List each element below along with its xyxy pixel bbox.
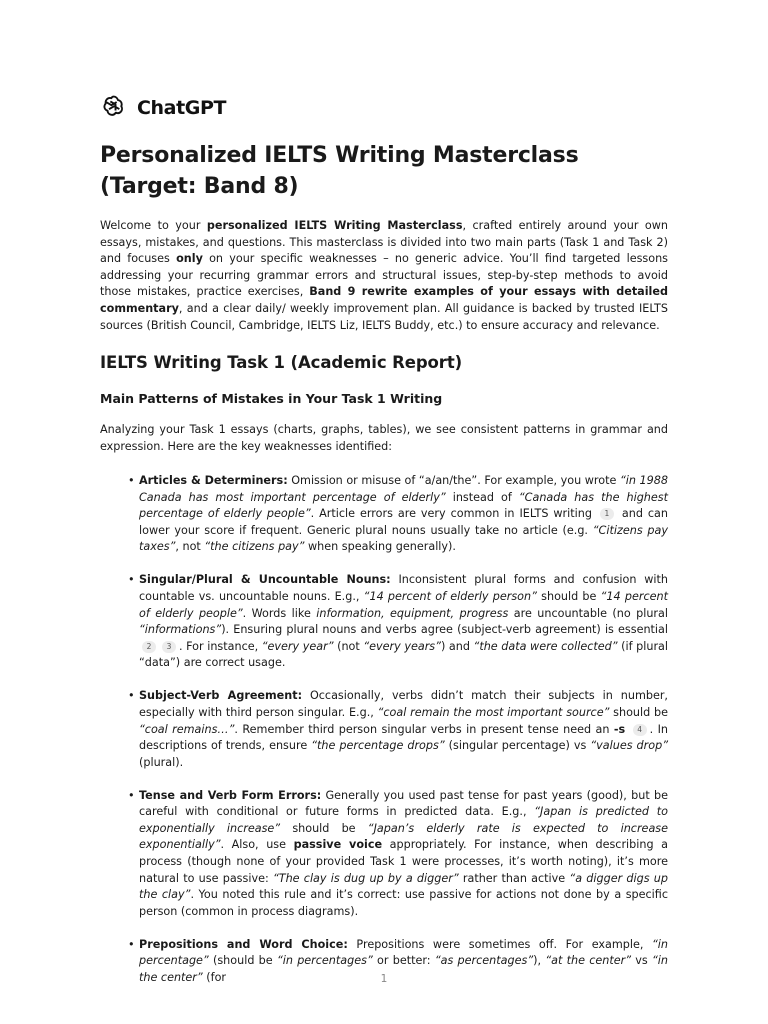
bullet-marker: • — [128, 788, 135, 802]
example-quote: “14 percent of elderly people” — [139, 589, 668, 620]
bold-text: -s — [613, 722, 626, 736]
mistake-list-item — [128, 473, 668, 556]
example-quote: “coal remains…” — [139, 722, 235, 736]
text-run: (for — [202, 971, 227, 984]
text-run: (plural). — [139, 755, 184, 769]
text-run: (singular percentage) vs — [444, 739, 591, 753]
bold-text: Tense and Verb Form Errors: — [139, 788, 322, 802]
text-run: (if plural “data”) are correct usage. — [139, 639, 669, 670]
bold-text: passive voice — [293, 838, 383, 852]
text-run: , not — [175, 540, 205, 554]
text-run: . Remember third person singular verbs in present tense need an — [234, 722, 614, 736]
mistake-list-item — [128, 572, 668, 672]
text-run: on your specific weaknesses – no generic advice. You’ll find targeted lessons addressing your recurring grammar errors and structural issues, step-by-step methods to avoid those mistakes, practice exercises, — [100, 252, 668, 299]
text-run: . Article errors are very common in IELTS writing — [310, 507, 597, 521]
analysis-paragraph: Analyzing your Task 1 essays (charts, graphs, tables), we see consistent patterns in grammar and expression. Here are the key weaknesses identified: — [100, 423, 668, 453]
text-run: . Also, use — [220, 838, 294, 852]
example-quote: “Japan is predicted to exponentially increase” — [139, 805, 668, 835]
text-run: Inconsistent plural forms and confusion with countable vs. uncountable nouns. E.g., — [139, 573, 668, 603]
citation-badge[interactable]: 3 — [162, 641, 176, 653]
text-run: are uncountable (no plural — [508, 606, 668, 620]
text-run: ), — [533, 954, 546, 968]
mistake-list-item — [128, 788, 668, 921]
example-quote: information, equipment, progress — [316, 606, 509, 620]
text-run: should be — [609, 705, 668, 719]
text-run: . In descriptions of trends, ensure — [139, 722, 669, 753]
text-run — [625, 723, 629, 736]
bold-text: Band 9 rewrite examples of your essays with detailed commentary — [100, 285, 668, 315]
example-quote: “the percentage drops” — [311, 739, 445, 753]
text-run: ). Ensuring plural nouns and verbs agree (subject-verb agreement) is essential — [221, 623, 668, 637]
section-heading: IELTS Writing Task 1 (Academic Report) — [100, 353, 463, 372]
example-quote: “in percentages” — [276, 954, 373, 968]
text-run: Welcome to your — [100, 219, 207, 232]
example-quote: “every years” — [363, 639, 441, 653]
text-run: Omission or misuse of “a/an/the”. For example, you wrote — [287, 474, 620, 487]
example-quote: “the data were collected” — [473, 639, 618, 653]
brand-name: ChatGPT — [137, 97, 227, 119]
example-quote: “in 1988 Canada has most important percentage of elderly” — [139, 474, 669, 504]
mistake-list-item — [128, 688, 668, 771]
text-run: (should be — [208, 954, 277, 968]
bullet-marker: • — [128, 937, 135, 951]
example-quote: “in the center” — [139, 954, 668, 984]
intro-paragraph — [100, 218, 668, 334]
subsection-heading: Main Patterns of Mistakes in Your Task 1 Writing — [100, 391, 443, 406]
brand-logo — [100, 94, 226, 122]
text-run: Generally you used past tense for past years (good), but be careful with conditional or future forms in predicted data. E.g., — [139, 788, 668, 819]
example-quote: “every year” — [261, 639, 334, 653]
bullet-marker: • — [128, 474, 135, 487]
text-run: and can lower your score if frequent. Generic plural nouns usually take no article (e.g. — [139, 507, 668, 537]
bullet-marker: • — [128, 689, 135, 703]
example-quote: “in percentage” — [139, 937, 668, 968]
example-quote: “the citizens pay” — [204, 540, 305, 554]
example-quote: “coal remain the most important source” — [377, 705, 610, 719]
bold-text: only — [176, 252, 203, 266]
example-quote: “at the center” — [545, 954, 632, 968]
text-run: should be — [536, 589, 601, 603]
text-run: appropriately. For instance, when describing a process (though none of your provided Task 1 were processes, it’s worth noting), it’s more natural to use passive: — [139, 838, 668, 885]
text-run: when speaking generally). — [304, 540, 456, 554]
text-run: . You noted this rule and it’s correct: use passive for actions not done by a specific person (common in process diagrams). — [139, 888, 668, 918]
text-run: should be — [280, 821, 368, 835]
example-quote: “14 percent of elderly person” — [363, 589, 537, 603]
text-run: instead of — [445, 490, 519, 504]
openai-logo-icon — [100, 93, 127, 124]
text-run: or better: — [372, 954, 435, 968]
citation-badge[interactable]: 2 — [142, 641, 156, 653]
text-run: , crafted entirely around your own essays, mistakes, and questions. This masterclass is divided into two main parts (Task 1 and Task 2) and focuses — [100, 219, 668, 266]
example-quote: “as percentages” — [434, 954, 534, 968]
text-run: , and a clear daily/ weekly improvement plan. All guidance is backed by trusted IELTS sources (British Council, Cambridge, IELTS Liz, IELTS Buddy, etc.) to ensure accuracy and relevance. — [100, 301, 668, 332]
example-quote: “informations” — [139, 623, 222, 637]
bold-text: Articles & Determiners: — [139, 474, 288, 487]
example-quote: “a digger digs up the clay” — [139, 871, 668, 902]
text-run: Occasionally, verbs didn’t match their subjects in number, especially with third person singular. E.g., — [139, 689, 668, 719]
bold-text: Singular/Plural & Uncountable Nouns: — [139, 573, 391, 587]
mistake-list — [128, 473, 668, 1003]
text-run: (not — [333, 639, 364, 653]
citation-badge[interactable]: 4 — [633, 724, 647, 736]
bullet-marker: • — [128, 573, 135, 587]
example-quote: “Japan’s elderly rate is expected to increase exponentially” — [139, 821, 669, 852]
example-quote: “The clay is dug up by a digger” — [272, 871, 459, 885]
example-quote: “values drop” — [590, 739, 669, 753]
text-run: . Words like — [242, 606, 317, 620]
bold-text: personalized IELTS Writing Masterclass — [206, 219, 463, 232]
text-run: rather than active — [458, 871, 570, 885]
example-quote: “Canada has the highest percentage of elderly people” — [139, 490, 668, 521]
document-title: Personalized IELTS Writing Masterclass (Target: Band 8) — [100, 143, 579, 199]
example-quote: “Citizens pay taxes” — [139, 523, 668, 554]
page-number: 1 — [380, 973, 388, 985]
citation-badge[interactable]: 1 — [600, 508, 614, 520]
text-run: vs — [631, 954, 652, 968]
bold-text: Subject-Verb Agreement: — [139, 689, 303, 703]
text-run: . For instance, — [179, 639, 262, 653]
bold-text: Prepositions and Word Choice: — [139, 937, 348, 951]
text-run: ) and — [440, 639, 474, 653]
text-run: Prepositions were sometimes off. For example, — [347, 937, 652, 951]
